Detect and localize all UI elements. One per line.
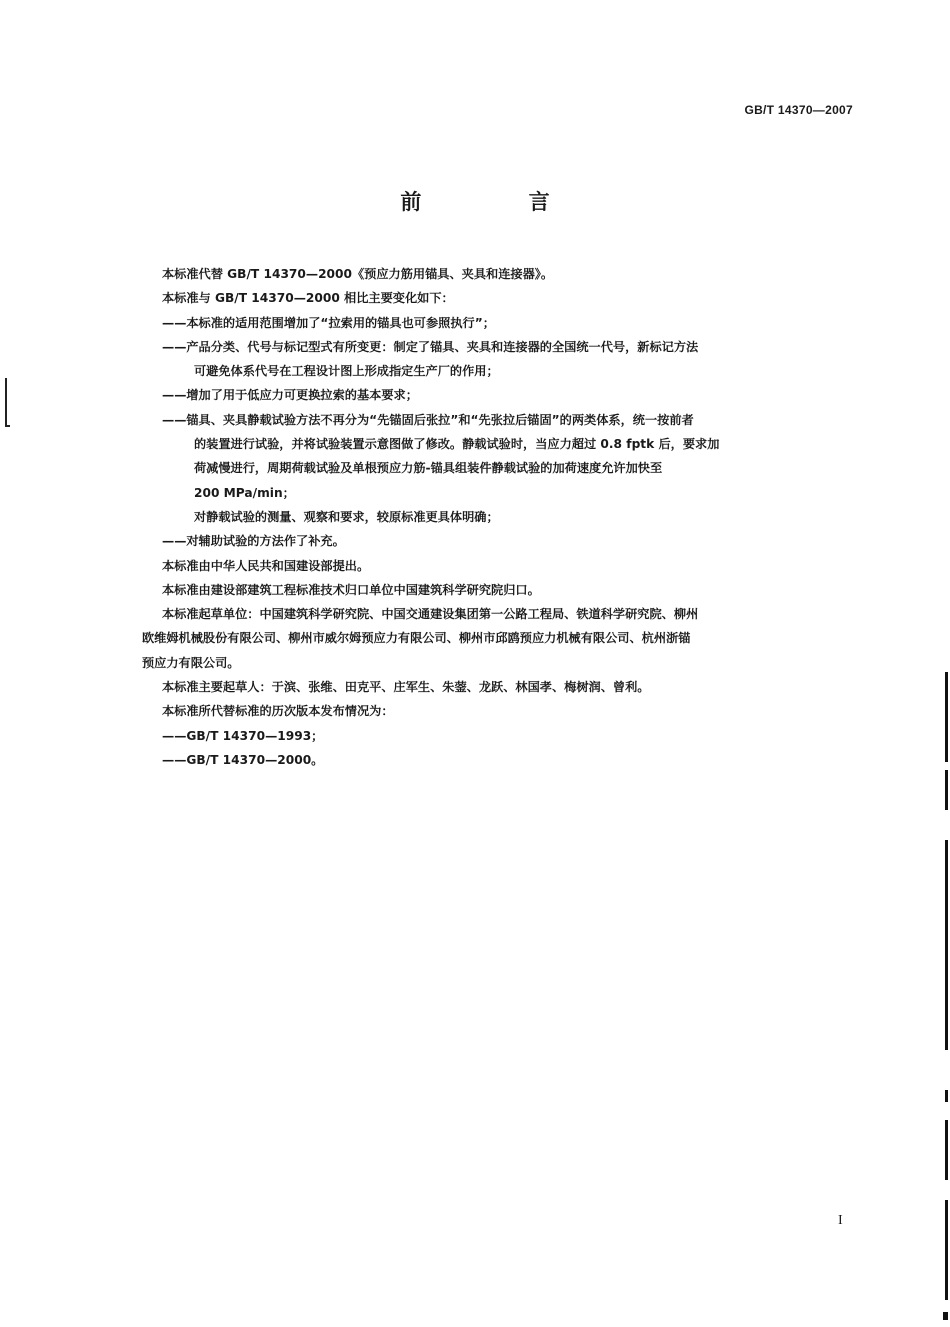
list-item: ——GB/T 14370—2000。	[162, 752, 324, 767]
scan-edge-mark	[945, 1090, 948, 1102]
paragraph-line: 本标准由建设部建筑工程标准技术归口单位中国建筑科学研究院归口。	[162, 582, 540, 597]
list-item: ——GB/T 14370—1993；	[162, 728, 324, 743]
scan-edge-mark	[945, 672, 948, 762]
paragraph-continuation: 预应力有限公司。	[142, 655, 240, 670]
paragraph-line: 本标准所代替标准的历次版本发布情况为：	[162, 704, 394, 719]
paragraph-line: 本标准与 GB/T 14370—2000 相比主要变化如下：	[162, 291, 454, 306]
list-item-continuation: 可避免体系代号在工程设计图上形成指定生产厂的作用；	[194, 364, 499, 379]
scan-edge-mark	[945, 1120, 948, 1180]
list-item-continuation: 的装置进行试验，并将试验装置示意图做了修改。静载试验时，当应力超过 0.8 fptk 后，要求加	[194, 437, 720, 452]
page-title: 前 言	[400, 190, 600, 214]
list-item: ——本标准的适用范围增加了“拉索用的锚具也可参照执行”；	[162, 315, 495, 330]
scan-edge-mark	[943, 1312, 948, 1320]
list-item: ——增加了用于低应力可更换拉索的基本要求；	[162, 388, 418, 403]
scan-edge-mark	[945, 770, 948, 810]
scan-edge-mark	[945, 1200, 948, 1300]
list-item: ——产品分类、代号与标记型式有所变更：制定了锚具、夹具和连接器的全国统一代号，新标记方法	[162, 339, 699, 354]
list-item: ——锚具、夹具静载试验方法不再分为“先锚固后张拉”和“先张拉后锚固”的两类体系，统一按前者	[162, 412, 694, 427]
paragraph-line: 本标准主要起草人：于滨、张维、田克平、庄军生、朱蓥、龙跃、林国孝、梅树润、曾利。	[162, 680, 650, 695]
list-item: ——对辅助试验的方法作了补充。	[162, 534, 345, 549]
page-number: I	[838, 1213, 843, 1228]
paragraph-line: 本标准由中华人民共和国建设部提出。	[162, 558, 370, 573]
foreword-body	[142, 262, 858, 772]
paragraph-continuation: 欧维姆机械股份有限公司、柳州市威尔姆预应力有限公司、柳州市邱鸥预应力机械有限公司、杭州浙锚	[142, 631, 691, 646]
list-item-continuation: 200 MPa/min；	[194, 485, 295, 500]
binding-mark	[5, 378, 10, 427]
list-item-continuation: 对静载试验的测量、观察和要求，较原标准更具体明确；	[194, 509, 499, 524]
standard-code-header: GB/T 14370—2007	[744, 103, 853, 117]
paragraph-line: 本标准代替 GB/T 14370—2000《预应力筋用锚具、夹具和连接器》。	[162, 267, 554, 281]
paragraph-line: 本标准起草单位：中国建筑科学研究院、中国交通建设集团第一公路工程局、铁道科学研究院、柳州	[162, 607, 699, 622]
list-item-continuation: 荷减慢进行，周期荷载试验及单根预应力筋-锚具组装件静载试验的加荷速度允许加快至	[194, 461, 663, 476]
scan-edge-mark	[945, 840, 948, 1050]
